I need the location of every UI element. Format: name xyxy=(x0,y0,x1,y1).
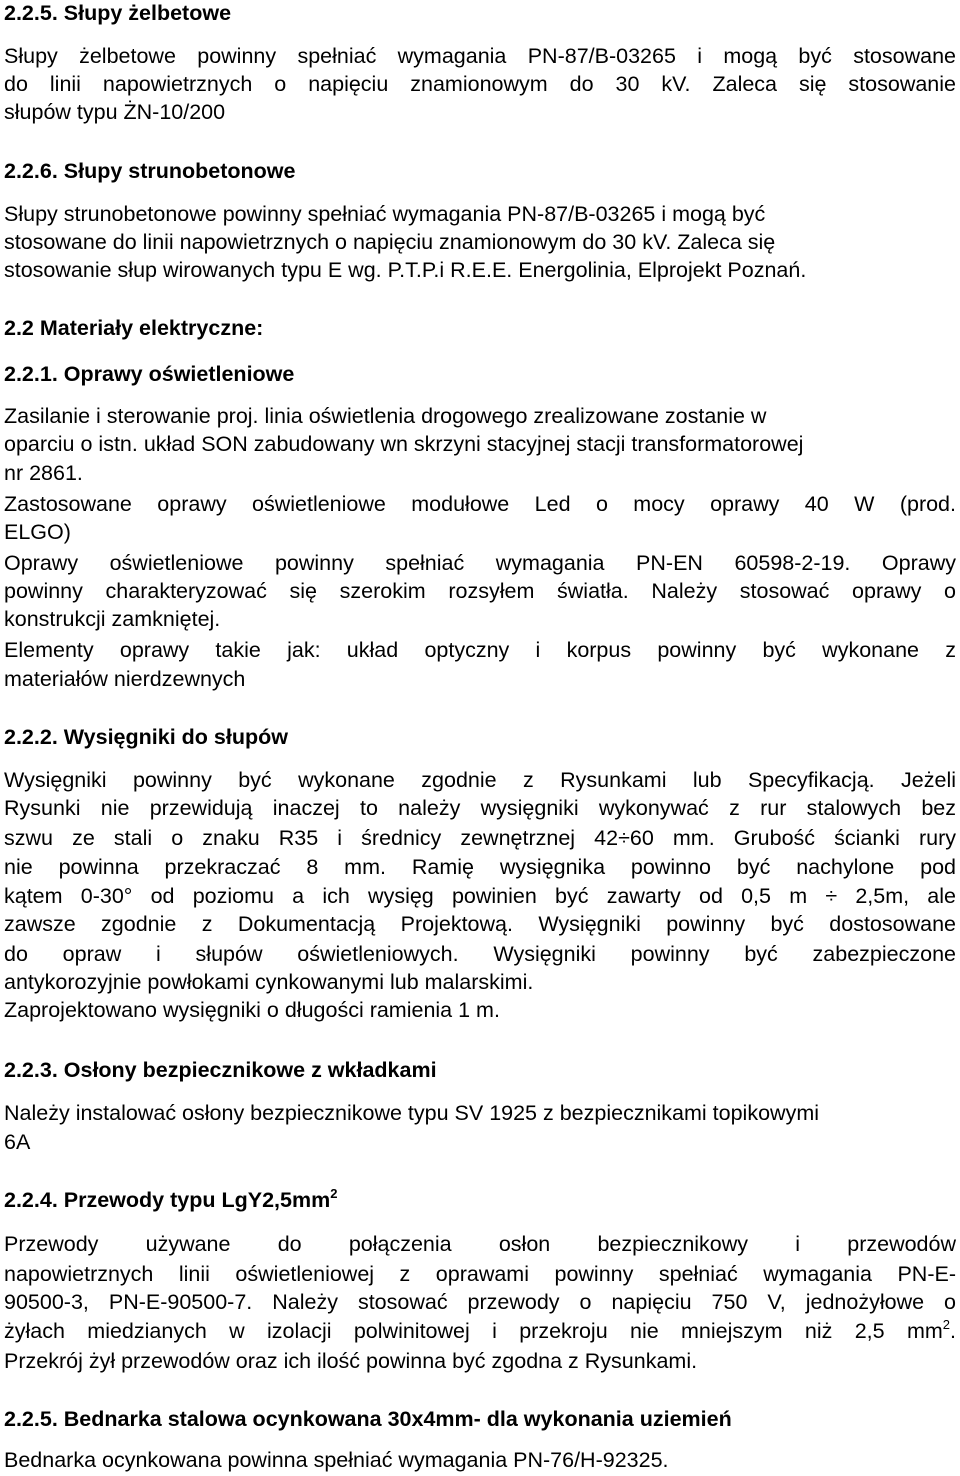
section-heading: 2.2.5. Słupy żelbetowe xyxy=(4,1,232,25)
paragraph-line: Oprawy oświetleniowe powinny spełniać wymagania PN-EN 60598-2-19. Oprawy xyxy=(4,551,956,575)
section-heading: 2.2 Materiały elektryczne: xyxy=(4,316,264,340)
heading-text: 2.2.4. Przewody typu LgY2,5mm xyxy=(4,1188,331,1212)
paragraph-line: stosowanie słup wirowanych typu E wg. P.T.P.i R.E.E. Energolinia, Elprojekt Poznań. xyxy=(4,258,807,282)
section-heading: 2.2.3. Osłony bezpiecznikowe z wkładkami xyxy=(4,1058,437,1082)
paragraph-line: zawsze zgodnie z Dokumentacją Projektową. Wysięgniki powinny być dostosowane xyxy=(4,912,956,936)
paragraph-line: Rysunki nie przewidują inaczej to należy wysięgniki wykonywać z rur stalowych bez xyxy=(4,796,956,820)
paragraph-line: konstrukcji zamkniętej. xyxy=(4,607,221,631)
paragraph-line: Należy instalować osłony bezpiecznikowe typu SV 1925 z bezpiecznikami topikowymi xyxy=(4,1101,820,1125)
paragraph-line: Słupy strunobetonowe powinny spełniać wymagania PN-87/B-03265 i mogą być xyxy=(4,202,766,226)
paragraph-line: stosowane do linii napowietrznych o napięciu znamionowym do 30 kV. Zaleca się xyxy=(4,230,776,254)
paragraph-line: nr 2861. xyxy=(4,461,83,485)
section-heading: 2.2.5. Bednarka stalowa ocynkowana 30x4mm- dla wykonania uziemień xyxy=(4,1407,732,1431)
paragraph-line: ELGO) xyxy=(4,520,71,544)
paragraph-line: antykorozyjnie powłokami cynkowanymi lub malarskimi. xyxy=(4,970,534,994)
section-heading: 2.2.6. Słupy strunobetonowe xyxy=(4,159,296,183)
paragraph-line: napowietrznych linii oświetleniowej z oprawami powinny spełniać wymagania PN-E- xyxy=(4,1262,956,1286)
paragraph-line: Słupy żelbetowe powinny spełniać wymagania PN-87/B-03265 i mogą być stosowane xyxy=(4,44,956,68)
paragraph-line: Wysięgniki powinny być wykonane zgodnie z Rysunkami lub Specyfikacją. Jeżeli xyxy=(4,768,956,792)
paragraph-line: Elementy oprawy takie jak: układ optyczny i korpus powinny być wykonane z xyxy=(4,638,956,662)
superscript: 2 xyxy=(330,1186,338,1201)
paragraph-line: Zaprojektowano wysięgniki o długości ramienia 1 m. xyxy=(4,998,500,1022)
paragraph-line: Zasilanie i sterowanie proj. linia oświetlenia drogowego zrealizowane zostanie w xyxy=(4,404,767,428)
paragraph-line: nie powinna przekraczać 8 mm. Ramię wysięgnika powinno być nachylone pod xyxy=(4,855,956,879)
superscript: 2 xyxy=(942,1317,951,1332)
paragraph-line: Przewody używane do połączenia osłon bezpiecznikowy i przewodów xyxy=(4,1232,956,1256)
paragraph-line: 6A xyxy=(4,1130,31,1154)
section-heading: 2.2.2. Wysięgniki do słupów xyxy=(4,725,288,749)
paragraph-line: do linii napowietrznych o napięciu znamionowym do 30 kV. Zaleca się stosowanie xyxy=(4,72,956,96)
section-heading xyxy=(4,1186,337,1215)
paragraph-line: Bednarka ocynkowana powinna spełniać wymagania PN-76/H-92325. xyxy=(4,1448,669,1472)
paragraph-line: Przekrój żył przewodów oraz ich ilość powinna być zgodna z Rysunkami. xyxy=(4,1349,698,1373)
paragraph-line: słupów typu ŻN-10/200 xyxy=(4,100,226,124)
paragraph-line: szwu ze stali o znaku R35 i średnicy zewnętrznej 42÷60 mm. Grubość ścianki rury xyxy=(4,826,956,850)
paragraph-line: do opraw i słupów oświetleniowych. Wysięgniki powinny być zabezpieczone xyxy=(4,942,956,966)
paragraph-line: Zastosowane oprawy oświetleniowe modułowe Led o mocy oprawy 40 W (prod. xyxy=(4,492,956,516)
line-text: . xyxy=(950,1319,956,1343)
paragraph-line: oparciu o istn. układ SON zabudowany wn skrzyni stacyjnej stacji transformatorowej xyxy=(4,432,804,456)
section-heading: 2.2.1. Oprawy oświetleniowe xyxy=(4,362,295,386)
paragraph-line: kątem 0-30° od poziomu a ich wysięg powinien być zawarty od 0,5 m ÷ 2,5m, ale xyxy=(4,884,956,908)
paragraph-line: materiałów nierdzewnych xyxy=(4,667,246,691)
paragraph-line: powinny charakteryzować się szerokim rozsyłem światła. Należy stosować oprawy o xyxy=(4,579,956,603)
line-text: żyłach miedzianych w izolacji polwinitowej i przekroju nie mniejszym niż 2,5 mm xyxy=(4,1319,943,1343)
paragraph-line: 90500-3, PN-E-90500-7. Należy stosować przewody o napięciu 750 V, jednożyłowe o xyxy=(4,1290,956,1314)
paragraph-line xyxy=(4,1317,956,1346)
